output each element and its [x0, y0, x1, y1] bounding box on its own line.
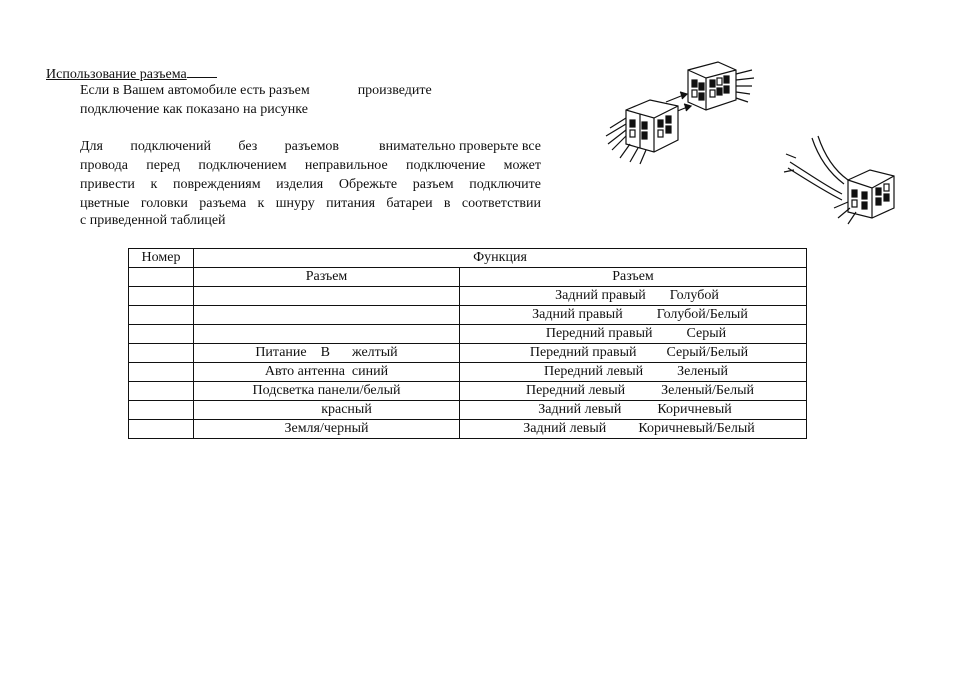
row-left: [194, 325, 460, 344]
row-number: [129, 363, 194, 382]
row-number: [129, 287, 194, 306]
row-number: [129, 401, 194, 420]
row-left: Питание В желтый: [194, 344, 460, 363]
row-left: красный: [194, 401, 460, 420]
row-left: Авто антенна синий: [194, 363, 460, 382]
connector-wires-illustration: [782, 132, 902, 230]
subheader-right: Разъем: [460, 268, 807, 287]
para-line-1: Для подключений без разъемов внимательно проверьте все: [80, 139, 541, 154]
row-number: [129, 420, 194, 439]
row-number: [129, 344, 194, 363]
table-row: [129, 287, 807, 306]
row-left: Земля/черный: [194, 420, 460, 439]
row-left: [194, 287, 460, 306]
row-number: [129, 325, 194, 344]
para-line-4: цветные головки разъема к шнуру питания батареи в соответствии: [80, 196, 541, 211]
intro-line-2: подключение как показано на рисунке: [80, 102, 308, 117]
table-row: [129, 382, 807, 401]
para-line-3: привести к повреждениям изделия Обрежьте разъем подключите: [80, 177, 541, 192]
subheader-empty: [129, 268, 194, 287]
row-right: Задний левый Коричневый/Белый: [460, 420, 807, 439]
connector-pair-illustration: [600, 58, 760, 170]
row-right: Задний левый Коричневый: [460, 401, 807, 420]
table-row: [129, 325, 807, 344]
table-row: [129, 344, 807, 363]
row-left: [194, 306, 460, 325]
row-left: Подсветка панели/белый: [194, 382, 460, 401]
table-header-row: [129, 249, 807, 268]
row-number: [129, 306, 194, 325]
row-right: Передний левый Зеленый/Белый: [460, 382, 807, 401]
intro-line-1: Если в Вашем автомобиле есть разъем произведите: [80, 83, 432, 98]
table-row: [129, 306, 807, 325]
row-number: [129, 382, 194, 401]
row-right: Задний правый Голубой: [460, 287, 807, 306]
table-row: [129, 401, 807, 420]
para-line-5: с приведенной таблицей: [80, 213, 226, 228]
table-row: [129, 420, 807, 439]
wiring-table: [128, 248, 807, 439]
header-number: Номер: [129, 249, 194, 268]
table-subheader-row: [129, 268, 807, 287]
row-right: Задний правый Голубой/Белый: [460, 306, 807, 325]
row-right: Передний левый Зеленый: [460, 363, 807, 382]
row-right: Передний правый Серый/Белый: [460, 344, 807, 363]
header-function: Функция: [194, 249, 807, 268]
subheader-left: Разъем: [194, 268, 460, 287]
para-line-2: провода перед подключением неправильное подключение может: [80, 158, 541, 173]
section-heading: Использование разъема: [46, 64, 217, 84]
row-right: Передний правый Серый: [460, 325, 807, 344]
table-row: [129, 363, 807, 382]
